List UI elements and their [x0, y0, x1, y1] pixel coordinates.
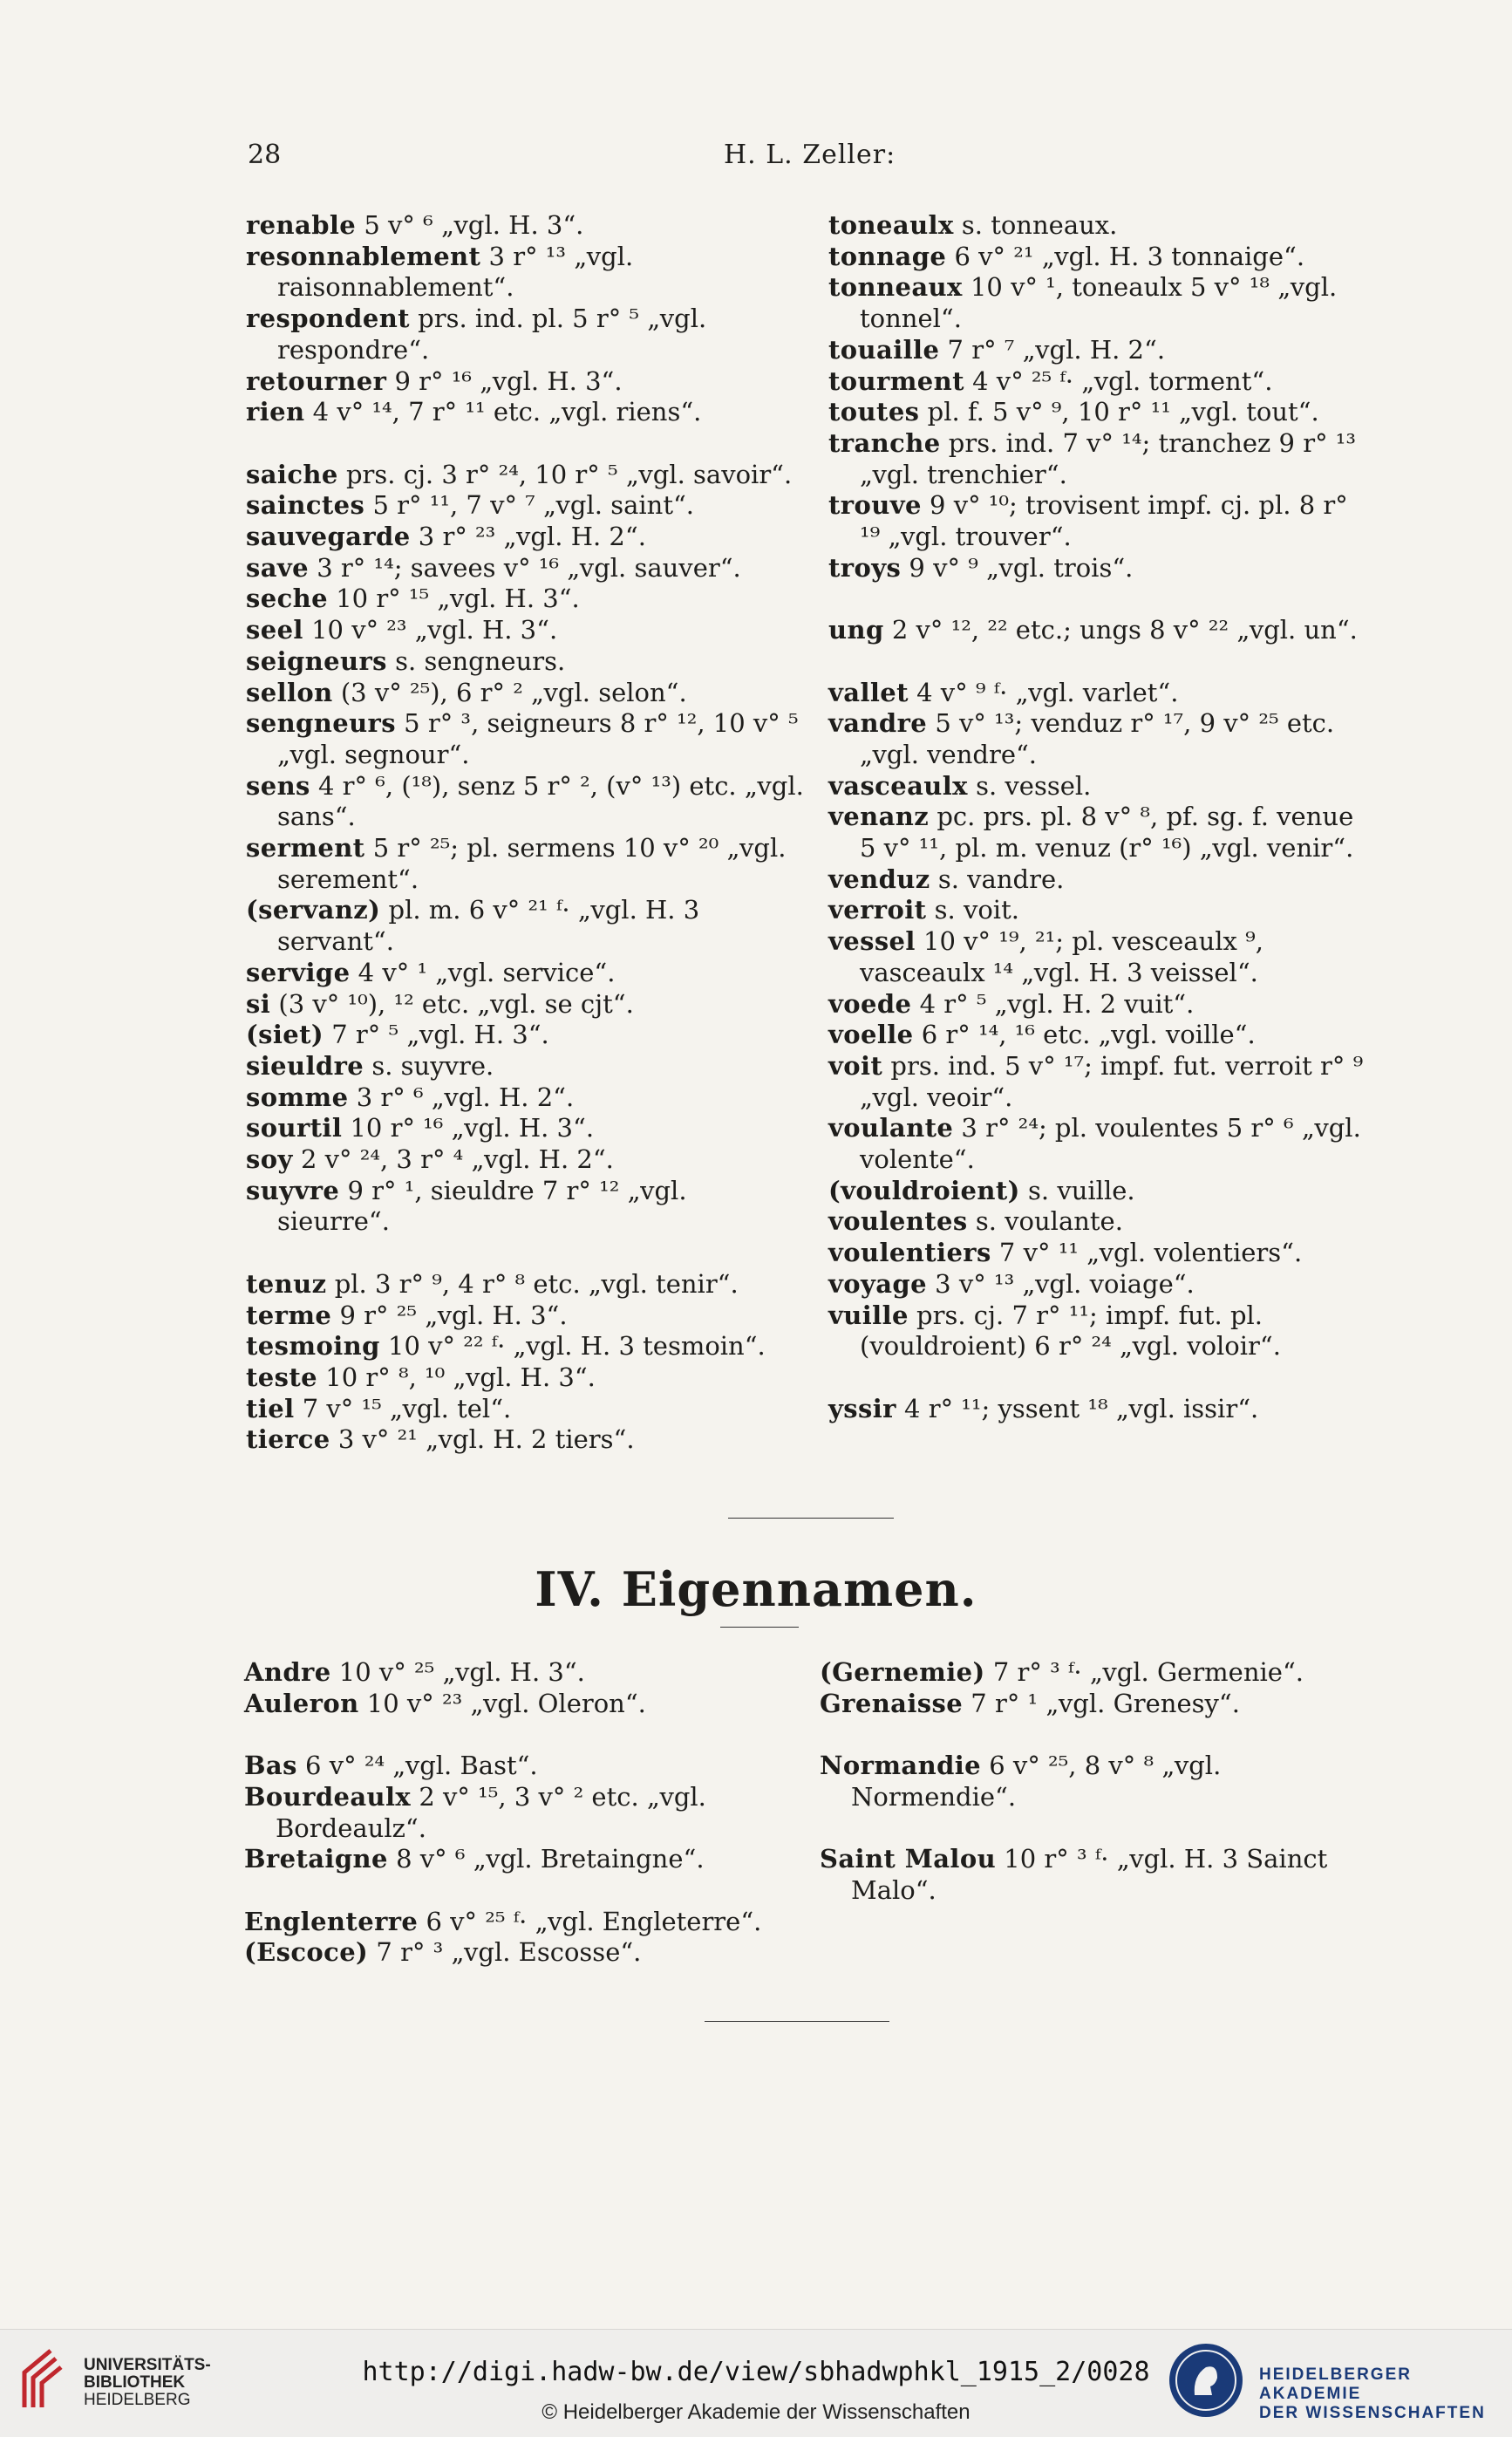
- glossary-entry: [828, 1020, 1369, 1051]
- headword: vuille: [828, 1300, 909, 1330]
- entry-body: s. voulante.: [967, 1206, 1123, 1237]
- entry-body: 10 r° ³ ᶠ· „vgl. H. 3 Sainct Malo“.: [851, 1844, 1328, 1905]
- headword: seigneurs: [246, 645, 387, 676]
- glossary-entry: [828, 366, 1369, 398]
- glossary-entry: [246, 708, 804, 770]
- glossary-entry: [246, 1300, 804, 1332]
- headword: tourment: [828, 365, 964, 396]
- glossary-entry: [246, 989, 804, 1021]
- headword: (servanz): [246, 895, 381, 925]
- glossary-entry: [246, 553, 804, 584]
- glossary-entry: [828, 1300, 1369, 1362]
- entry-body: s. vuille.: [1019, 1175, 1135, 1205]
- headword: sourtil: [246, 1113, 343, 1143]
- glossary-entry: [828, 1238, 1369, 1269]
- glossary-entry: [828, 242, 1369, 273]
- headword: venanz: [828, 802, 930, 832]
- entry-body: (3 v° ¹⁰), ¹² etc. „vgl. se cjt“.: [270, 988, 634, 1019]
- name-entry: [820, 1657, 1378, 1689]
- glossary-entry: [828, 428, 1369, 490]
- entry-body: 9 v° ⁹ „vgl. trois“.: [901, 552, 1134, 583]
- headword: (Gernemie): [820, 1657, 985, 1687]
- headword: vasceaulx: [828, 770, 968, 801]
- entry-body: 6 v° ²⁴ „vgl. Bast“.: [296, 1751, 538, 1781]
- headword: voyage: [828, 1268, 927, 1299]
- entry-body: prs. cj. 3 r° ²⁴, 10 r° ⁵ „vgl. savoir“.: [337, 459, 793, 489]
- copyright-notice: © Heidelberger Akademie der Wissenschaften: [541, 2400, 971, 2424]
- name-entry: [244, 1844, 802, 1875]
- entry-body: 7 v° ¹⁵ „vgl. tel“.: [294, 1393, 512, 1423]
- entry-body: prs. cj. 7 r° ¹¹; impf. fut. pl. (vouldroient) 6 r° ²⁴ „vgl. voloir“.: [860, 1300, 1281, 1362]
- headword: Englenterre: [244, 1906, 419, 1936]
- headword: tiel: [246, 1393, 295, 1423]
- headword: vandre: [828, 708, 928, 739]
- divider-rule-bottom: [705, 2021, 889, 2022]
- name-entry: [820, 1689, 1378, 1720]
- headword: Normandie: [820, 1751, 982, 1781]
- entry-body: 10 v° ²² ᶠ· „vgl. H. 3 tesmoin“.: [379, 1331, 766, 1362]
- entry-body: 2 v° ²⁴, 3 r° ⁴ „vgl. H. 2“.: [292, 1144, 614, 1175]
- name-entry: [244, 1751, 802, 1782]
- academy-line-1: HEIDELBERGER AKADEMIE: [1259, 2365, 1412, 2403]
- entry-body: s. suyvre.: [364, 1050, 494, 1081]
- headword: somme: [246, 1082, 349, 1112]
- headword: si: [246, 988, 271, 1019]
- names-column-right: [820, 1657, 1378, 1907]
- headword: voulentes: [828, 1206, 968, 1237]
- library-line-2: BIBLIOTHEK: [84, 2373, 186, 2392]
- glossary-entry: [828, 272, 1369, 334]
- glossary-entry: [828, 771, 1369, 802]
- headword: Bretaigne: [244, 1844, 388, 1874]
- entry-body: 7 r° ⁷ „vgl. H. 2“.: [939, 334, 1166, 365]
- glossary-entry: [828, 1394, 1369, 1425]
- headword: seel: [246, 615, 303, 645]
- headword: voulante: [828, 1113, 954, 1143]
- headword: verroit: [828, 895, 927, 925]
- name-entry: [244, 1782, 802, 1844]
- glossary-entry: [246, 678, 804, 709]
- headword: sengneurs: [246, 708, 396, 739]
- names-column-left: [244, 1657, 802, 1969]
- entry-body: 3 r° ¹⁴; savees v° ¹⁶ „vgl. sauver“.: [309, 552, 741, 583]
- headword: voulentiers: [828, 1238, 991, 1268]
- glossary-entry: [246, 1269, 804, 1300]
- glossary-entry: [246, 522, 804, 553]
- entry-body: s. sengneurs.: [386, 645, 566, 676]
- glossary-entry: [246, 1144, 804, 1176]
- glossary-entry: [246, 1394, 804, 1425]
- entry-body: 3 v° ²¹ „vgl. H. 2 tiers“.: [330, 1424, 635, 1455]
- headword: toutes: [828, 397, 920, 427]
- entry-body: 7 v° ¹¹ „vgl. volentiers“.: [991, 1238, 1303, 1268]
- glossary-column-right: [828, 210, 1369, 1424]
- glossary-entry: [828, 708, 1369, 770]
- glossary-column-left: [246, 210, 804, 1456]
- entry-body: 4 r° ¹¹; yssent ¹⁸ „vgl. issir“.: [896, 1393, 1259, 1423]
- headword: tenuz: [246, 1268, 327, 1299]
- glossary-entry: [246, 895, 804, 957]
- entry-body: 4 v° ⁹ ᶠ· „vgl. varlet“.: [908, 677, 1179, 707]
- glossary-entry: [828, 1051, 1369, 1113]
- glossary-entry: [246, 771, 804, 833]
- headword: serment: [246, 833, 365, 864]
- headword: yssir: [828, 1393, 896, 1423]
- headword: Andre: [244, 1657, 331, 1687]
- glossary-entry: [828, 1269, 1369, 1300]
- headword: resonnablement: [246, 241, 481, 271]
- academy-seal-icon: [1167, 2341, 1245, 2420]
- glossary-entry: [828, 397, 1369, 428]
- entry-body: 7 r° ⁵ „vgl. H. 3“.: [324, 1020, 549, 1050]
- entry-body: 4 v° ¹ „vgl. service“.: [350, 957, 616, 987]
- entry-body: pc. prs. pl. 8 v° ⁸, pf. sg. f. venue 5 v° ¹¹, pl. m. venuz (r° ¹⁶) „vgl. venir“.: [860, 802, 1354, 864]
- headword: tonneaux: [828, 272, 963, 303]
- headword: save: [246, 552, 310, 583]
- glossary-entry: [828, 926, 1369, 988]
- name-entry: [244, 1907, 802, 1938]
- academy-name: [1259, 2365, 1512, 2423]
- headword: ung: [828, 615, 884, 645]
- headword: voit: [828, 1050, 883, 1081]
- headword: sellon: [246, 677, 333, 707]
- glossary-entry: [828, 802, 1369, 864]
- glossary-entry: [246, 958, 804, 989]
- entry-body: prs. ind. 7 v° ¹⁴; tranchez 9 r° ¹³ „vgl. trenchier“.: [860, 427, 1357, 489]
- headword: (vouldroient): [828, 1175, 1020, 1205]
- entry-body: pl. m. 6 v° ²¹ ᶠ· „vgl. H. 3 servant“.: [277, 895, 700, 957]
- entry-body: prs. ind. 5 v° ¹⁷; impf. fut. verroit r° ⁹ „vgl. veoir“.: [860, 1050, 1364, 1112]
- entry-body: 5 r° ²⁵; pl. sermens 10 v° ²⁰ „vgl. serement“.: [277, 833, 787, 894]
- entry-body: pl. 3 r° ⁹, 4 r° ⁸ etc. „vgl. tenir“.: [326, 1268, 739, 1299]
- entry-body: 6 r° ¹⁴, ¹⁶ etc. „vgl. voille“.: [913, 1020, 1256, 1050]
- headword: Auleron: [244, 1688, 359, 1718]
- headword: Bas: [244, 1751, 297, 1781]
- entry-body: pl. f. 5 v° ⁹, 10 r° ¹¹ „vgl. tout“.: [919, 397, 1319, 427]
- glossary-entry: [246, 615, 804, 646]
- glossary-entry: [246, 1424, 804, 1456]
- headword: rien: [246, 397, 305, 427]
- headword: Bourdeaulx: [244, 1781, 412, 1812]
- entry-body: s. tonneaux.: [953, 210, 1118, 240]
- glossary-entry: [828, 490, 1369, 552]
- entry-body: 6 v° ²⁵ ᶠ· „vgl. Engleterre“.: [418, 1906, 762, 1936]
- glossary-entry: [246, 1176, 804, 1238]
- glossary-entry: [828, 553, 1369, 584]
- glossary-entry: [246, 1331, 804, 1362]
- headword: voelle: [828, 1020, 914, 1050]
- academy-line-2: DER WISSENSCHAFTEN: [1259, 2404, 1486, 2422]
- glossary-entry: [828, 1176, 1369, 1207]
- name-entry: [820, 1751, 1378, 1812]
- entry-body: 9 r° ²⁵ „vgl. H. 3“.: [331, 1300, 568, 1330]
- entry-body: 4 v° ²⁵ ᶠ· „vgl. torment“.: [964, 365, 1273, 396]
- headword: seche: [246, 584, 328, 614]
- headword: vessel: [828, 926, 916, 957]
- library-line-1: UNIVERSITÄTS-: [84, 2356, 211, 2374]
- entry-body: s. vessel.: [967, 770, 1092, 801]
- headword: sauvegarde: [246, 522, 411, 552]
- glossary-entry: [246, 460, 804, 491]
- headword: toneaulx: [828, 210, 954, 240]
- entry-body: 6 v° ²⁵, 8 v° ⁸ „vgl. Normendie“.: [851, 1751, 1222, 1812]
- headword: suyvre: [246, 1175, 340, 1205]
- glossary-entry: [246, 210, 804, 242]
- glossary-entry: [828, 1206, 1369, 1238]
- headword: Saint Malou: [820, 1844, 997, 1874]
- entry-body: 6 v° ²¹ „vgl. H. 3 tonnaige“.: [946, 241, 1305, 271]
- headword: tierce: [246, 1424, 330, 1455]
- headword: trouve: [828, 490, 922, 521]
- headword: troys: [828, 552, 902, 583]
- glossary-entry: [828, 989, 1369, 1021]
- entry-body: 10 r° ⁸, ¹⁰ „vgl. H. 3“.: [317, 1362, 596, 1392]
- divider-rule-title: [720, 1627, 799, 1628]
- glossary-entry: [246, 1051, 804, 1082]
- headword: voede: [828, 988, 912, 1019]
- entry-body: 10 v° ¹, toneaulx 5 v° ¹⁸ „vgl. tonnel“.: [860, 272, 1338, 334]
- entry-body: 9 v° ¹⁰; trovisent impf. cj. pl. 8 r° ¹⁹ „vgl. trouver“.: [860, 490, 1348, 552]
- running-title: H. L. Zeller:: [724, 140, 896, 170]
- entry-body: 10 r° ¹⁶ „vgl. H. 3“.: [342, 1113, 595, 1143]
- glossary-entry: [246, 1362, 804, 1394]
- entry-body: s. voit.: [926, 895, 1019, 925]
- glossary-entry: [246, 833, 804, 895]
- section-title: IV. Eigennamen.: [535, 1561, 977, 1617]
- entry-body: 4 r° ⁵ „vgl. H. 2 vuit“.: [911, 988, 1195, 1019]
- headword: terme: [246, 1300, 332, 1330]
- headword: (Escoce): [244, 1937, 369, 1968]
- headword: tonnage: [828, 241, 947, 271]
- entry-body: 4 r° ⁶, (¹⁸), senz 5 r° ², (v° ¹³) etc. „vgl. sans“.: [277, 770, 804, 832]
- glossary-entry: [246, 584, 804, 615]
- entry-body: 7 r° ³ „vgl. Escosse“.: [368, 1937, 642, 1968]
- headword: touaille: [828, 334, 940, 365]
- headword: servige: [246, 957, 351, 987]
- glossary-entry: [828, 335, 1369, 366]
- entry-body: s. vandre.: [930, 864, 1065, 894]
- glossary-entry: [246, 646, 804, 678]
- glossary-entry: [246, 304, 804, 365]
- source-url-link[interactable]: http://digi.hadw-bw.de/view/sbhadwphkl_1915_2/0028: [362, 2357, 1150, 2387]
- headword: sieuldre: [246, 1050, 364, 1081]
- entry-body: 10 v° ²³ „vgl. Oleron“.: [358, 1688, 646, 1718]
- headword: respondent: [246, 304, 410, 334]
- headword: vallet: [828, 677, 909, 707]
- headword: sainctes: [246, 490, 365, 521]
- headword: Grenaisse: [820, 1688, 964, 1718]
- library-line-3: HEIDELBERG: [84, 2391, 191, 2409]
- headword: sens: [246, 770, 310, 801]
- entry-body: 3 r° ²⁴; pl. voulentes 5 r° ⁶ „vgl. volente“.: [860, 1113, 1361, 1175]
- glossary-entry: [828, 678, 1369, 709]
- headword: tranche: [828, 427, 941, 458]
- entry-body: 9 r° ¹, sieuldre 7 r° ¹² „vgl. sieurre“.: [277, 1175, 687, 1237]
- page-number: 28: [248, 140, 282, 170]
- entry-body: 5 v° ¹³; venduz r° ¹⁷, 9 v° ²⁵ etc. „vgl. vendre“.: [860, 708, 1335, 769]
- entry-body: 2 v° ¹², ²² etc.; ungs 8 v° ²² „vgl. un“.: [883, 615, 1358, 645]
- headword: soy: [246, 1144, 293, 1175]
- glossary-entry: [828, 210, 1369, 242]
- glossary-entry: [828, 1113, 1369, 1175]
- glossary-entry: [246, 366, 804, 398]
- entry-body: 5 r° ¹¹, 7 v° ⁷ „vgl. saint“.: [364, 490, 695, 521]
- glossary-entry: [828, 864, 1369, 896]
- glossary-entry: [246, 490, 804, 522]
- headword: teste: [246, 1362, 318, 1392]
- entry-body: prs. ind. pl. 5 r° ⁵ „vgl. respondre“.: [277, 304, 707, 365]
- headword: venduz: [828, 864, 930, 894]
- entry-body: 10 v° ²³ „vgl. H. 3“.: [303, 615, 558, 645]
- entry-body: 3 r° ²³ „vgl. H. 2“.: [410, 522, 646, 552]
- name-entry: [244, 1689, 802, 1720]
- glossary-entry: [828, 895, 1369, 926]
- entry-body: 5 r° ³, seigneurs 8 r° ¹², 10 v° ⁵ „vgl. segnour“.: [277, 708, 799, 769]
- entry-body: 8 v° ⁶ „vgl. Bretaingne“.: [387, 1844, 705, 1874]
- entry-body: (3 v° ²⁵), 6 r° ² „vgl. selon“.: [332, 677, 687, 707]
- glossary-entry: [246, 1020, 804, 1051]
- name-entry: [820, 1844, 1378, 1906]
- headword: saiche: [246, 459, 338, 489]
- entry-body: 3 r° ¹³ „vgl. raisonnablement“.: [277, 241, 634, 303]
- entry-body: 7 r° ¹ „vgl. Grenesy“.: [963, 1688, 1240, 1718]
- entry-body: 9 r° ¹⁶ „vgl. H. 3“.: [386, 365, 623, 396]
- headword: (siet): [246, 1020, 324, 1050]
- entry-body: 3 v° ¹³ „vgl. voiage“.: [926, 1268, 1195, 1299]
- entry-body: 10 r° ¹⁵ „vgl. H. 3“.: [327, 584, 580, 614]
- entry-body: 2 v° ¹⁵, 3 v° ² etc. „vgl. Bordeaulz“.: [276, 1781, 706, 1843]
- entry-body: 7 r° ³ ᶠ· „vgl. Germenie“.: [984, 1657, 1304, 1687]
- divider-rule-top: [728, 1518, 894, 1519]
- glossary-entry: [246, 1082, 804, 1114]
- name-entry: [244, 1657, 802, 1689]
- name-entry: [244, 1937, 802, 1969]
- headword: tesmoing: [246, 1331, 380, 1362]
- glossary-entry: [246, 1113, 804, 1144]
- entry-body: 10 v° ²⁵ „vgl. H. 3“.: [330, 1657, 585, 1687]
- glossary-entry: [246, 397, 804, 428]
- entry-body: 4 v° ¹⁴, 7 r° ¹¹ etc. „vgl. riens“.: [304, 397, 702, 427]
- glossary-entry: [246, 242, 804, 304]
- entry-body: 5 v° ⁶ „vgl. H. 3“.: [356, 210, 584, 240]
- headword: renable: [246, 210, 357, 240]
- entry-body: 10 v° ¹⁹, ²¹; pl. vesceaulx ⁹, vasceaulx ¹⁴ „vgl. H. 3 veissel“.: [860, 926, 1263, 987]
- headword: retourner: [246, 365, 387, 396]
- entry-body: 3 r° ⁶ „vgl. H. 2“.: [348, 1082, 575, 1112]
- glossary-entry: [828, 615, 1369, 646]
